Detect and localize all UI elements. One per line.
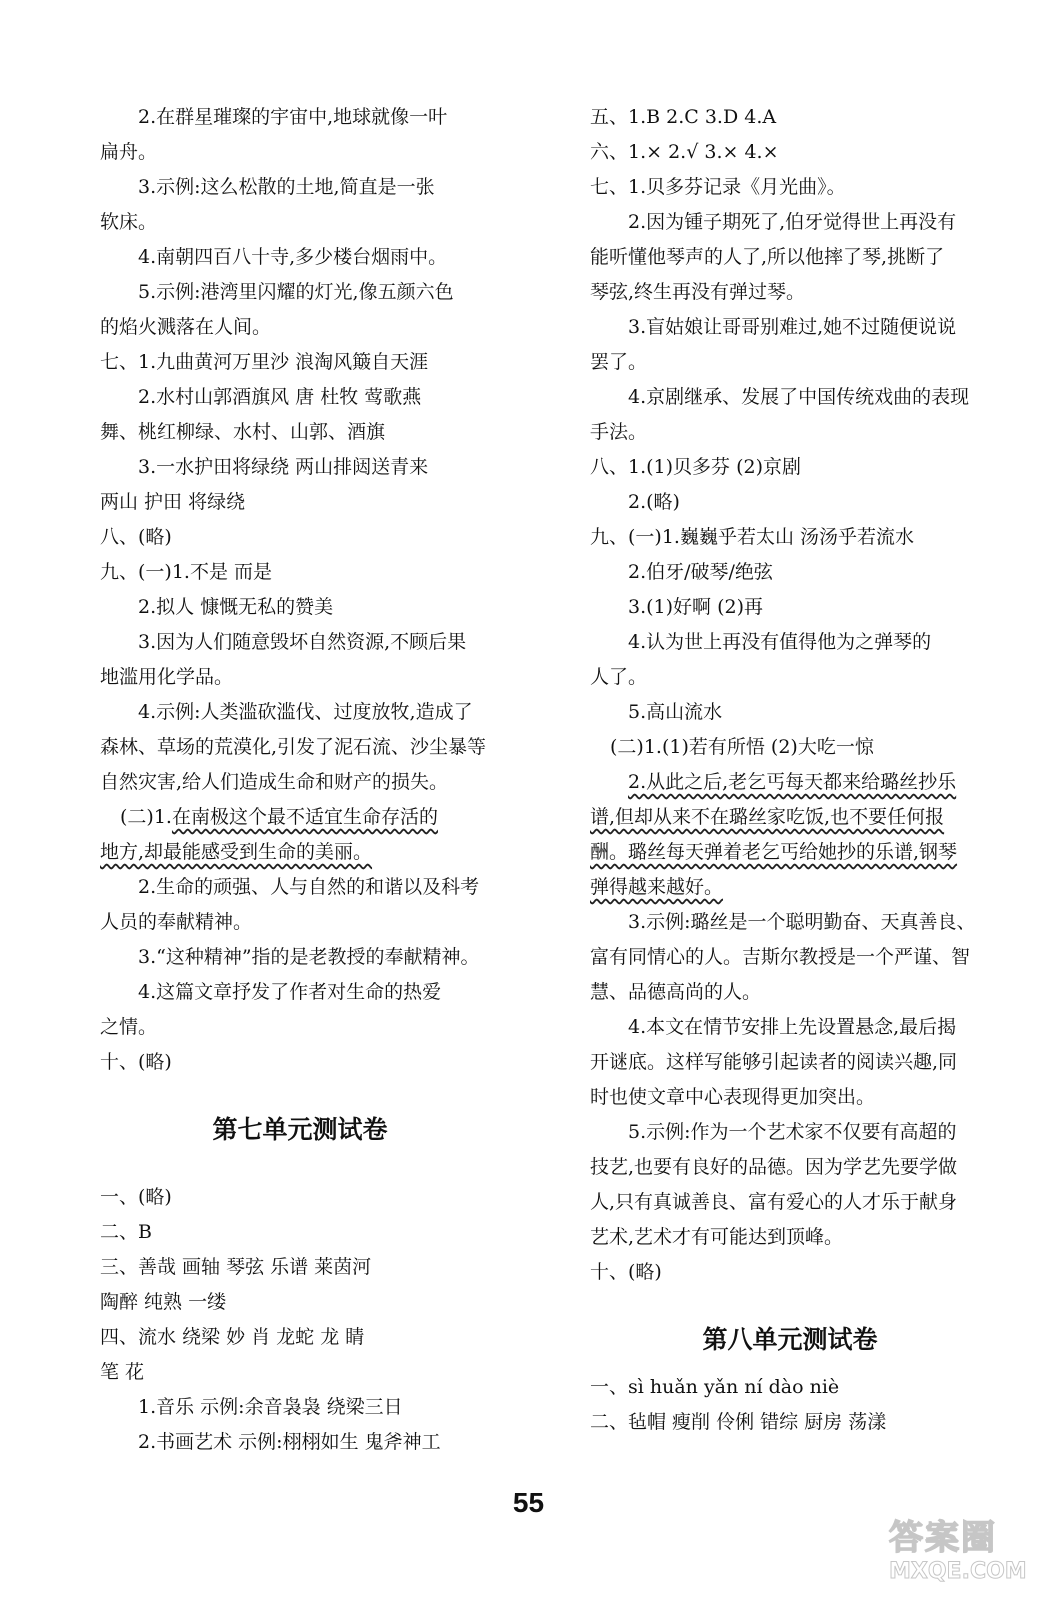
spacer xyxy=(590,1360,990,1370)
spacer xyxy=(100,1150,500,1180)
left-column xyxy=(100,100,500,1460)
answer-line xyxy=(100,660,500,695)
answer-line xyxy=(590,1150,990,1185)
answer-text: 的焰火溅落在人间。 xyxy=(100,316,272,338)
answer-line xyxy=(100,590,500,625)
answer-text: 九、(一)1.巍巍乎若太山 汤汤乎若流水 xyxy=(590,526,914,548)
answer-line xyxy=(590,975,990,1010)
answer-line xyxy=(590,450,990,485)
answer-text: 4.本文在情节安排上先设置悬念,最后揭 xyxy=(628,1016,957,1038)
answer-line xyxy=(100,1355,500,1390)
answer-line xyxy=(590,345,990,380)
answer-text: 2.书画艺术 示例:栩栩如生 鬼斧神工 xyxy=(138,1431,441,1453)
underlined-answer-text: 2.从此之后,老乞丐每天都来给璐丝抄乐 xyxy=(628,771,957,793)
answer-text: 4.这篇文章抒发了作者对生命的热爱 xyxy=(138,981,442,1003)
answer-text: 人员的奉献精神。 xyxy=(100,911,253,933)
answer-text: 4.南朝四百八十寺,多少楼台烟雨中。 xyxy=(138,246,448,268)
answer-line xyxy=(590,1115,990,1150)
answer-text: (二)1.(1)若有所悟 (2)大吃一惊 xyxy=(610,736,874,758)
answer-text: 3.示例:璐丝是一个聪明勤奋、天真善良、 xyxy=(628,911,976,933)
answer-text: 3.盲姑娘让哥哥别难过,她不过随便说说 xyxy=(628,316,957,338)
answer-text: 两山 护田 将绿绕 xyxy=(100,491,246,513)
answer-text: 2.生命的顽强、人与自然的和谐以及科考 xyxy=(138,876,480,898)
answer-line xyxy=(590,275,990,310)
answer-text: 3.因为人们随意毁坏自然资源,不顾后果 xyxy=(138,631,467,653)
answer-line xyxy=(100,170,500,205)
answer-text: 二、毡帽 瘦削 伶俐 错综 厨房 荡漾 xyxy=(590,1411,887,1433)
answer-text: 3.(1)好啊 (2)再 xyxy=(628,596,763,618)
answer-text: 七、1.贝多芬记录《月光曲》。 xyxy=(590,176,846,198)
answer-line xyxy=(590,170,990,205)
answer-line xyxy=(590,625,990,660)
answer-line xyxy=(100,1285,500,1320)
answer-text: 时也使文章中心表现得更加突出。 xyxy=(590,1086,876,1108)
answer-text: 5.示例:港湾里闪耀的灯光,像五颜六色 xyxy=(138,281,454,303)
answer-line xyxy=(590,730,990,765)
answer-line xyxy=(590,590,990,625)
answer-line xyxy=(100,1215,500,1250)
answer-text: 之情。 xyxy=(100,1016,158,1038)
answer-text: 一、sì huǎn yǎn ní dào niè xyxy=(590,1376,840,1398)
spacer xyxy=(100,1080,500,1110)
answer-text: 自然灾害,给人们造成生命和财产的损失。 xyxy=(100,771,449,793)
answer-text: 能听懂他琴声的人了,所以他摔了琴,挑断了 xyxy=(590,246,945,268)
answer-text: 手法。 xyxy=(590,421,648,443)
answer-text: 罢了。 xyxy=(590,351,648,373)
answer-line xyxy=(100,310,500,345)
answer-text: 2.伯牙/破琴/绝弦 xyxy=(628,561,773,583)
answer-text: 开谜底。这样写能够引起读者的阅读兴趣,同 xyxy=(590,1051,958,1073)
answer-text: 九、(一)1.不是 而是 xyxy=(100,561,272,583)
right-column xyxy=(590,100,990,1440)
answer-line xyxy=(100,695,500,730)
answer-text: 舞、桃红柳绿、水村、山郭、酒旗 xyxy=(100,421,386,443)
answer-line xyxy=(100,730,500,765)
answer-text: 1.音乐 示例:余音袅袅 绕梁三日 xyxy=(138,1396,403,1418)
answer-text: 2.在群星璀璨的宇宙中,地球就像一叶 xyxy=(138,106,448,128)
answer-text: 3.一水护田将绿绕 两山排闼送青来 xyxy=(138,456,429,478)
answer-line xyxy=(100,100,500,135)
answer-text: 四、流水 绕梁 妙 肖 龙蛇 龙 睛 xyxy=(100,1326,365,1348)
answer-line xyxy=(590,1405,990,1440)
answer-text: 慧、品德高尚的人。 xyxy=(590,981,762,1003)
answer-line xyxy=(100,275,500,310)
answer-text: 扁舟。 xyxy=(100,141,158,163)
answer-line xyxy=(100,940,500,975)
answer-line xyxy=(590,1255,990,1290)
answer-line xyxy=(100,1320,500,1355)
answer-line xyxy=(100,240,500,275)
spacer xyxy=(590,1290,990,1320)
answer-text: 八、1.(1)贝多芬 (2)京剧 xyxy=(590,456,801,478)
answer-line xyxy=(100,1425,500,1460)
answer-line xyxy=(590,415,990,450)
answer-line xyxy=(100,975,500,1010)
answer-text: 5.示例:作为一个艺术家不仅要有高超的 xyxy=(628,1121,957,1143)
answer-line xyxy=(100,905,500,940)
underlined-answer-text: 酬。璐丝每天弹着老乞丐给她抄的乐谱,钢琴 xyxy=(590,841,958,863)
answer-line xyxy=(590,1220,990,1255)
section-title: 第八单元测试卷 xyxy=(702,1325,878,1354)
answer-line xyxy=(590,555,990,590)
watermark-main-text: 答案圈 xyxy=(889,1518,997,1558)
answer-line xyxy=(590,1080,990,1115)
answer-line xyxy=(590,870,990,905)
answer-text: 三、善哉 画轴 琴弦 乐谱 莱茵河 xyxy=(100,1256,372,1278)
answer-line xyxy=(590,520,990,555)
answer-text: 十、(略) xyxy=(100,1051,172,1073)
answer-text: 艺术,艺术才有可能达到顶峰。 xyxy=(590,1226,844,1248)
answer-line xyxy=(100,520,500,555)
answer-text: 二、B xyxy=(100,1221,152,1243)
answer-line xyxy=(100,415,500,450)
answer-line xyxy=(100,800,500,835)
answer-line xyxy=(590,800,990,835)
watermark-logo xyxy=(889,1510,1039,1588)
answer-text: 人了。 xyxy=(590,666,648,688)
answer-text: 2.拟人 慷慨无私的赞美 xyxy=(138,596,334,618)
answer-text: 3.示例:这么松散的土地,简直是一张 xyxy=(138,176,435,198)
answer-text: 富有同情心的人。吉斯尔教授是一个严谨、智 xyxy=(590,946,971,968)
answer-line xyxy=(100,835,500,870)
page-number: 55 xyxy=(512,1487,545,1518)
answer-text: 4.京剧继承、发展了中国传统戏曲的表现 xyxy=(628,386,970,408)
answer-text: 一、(略) xyxy=(100,1186,172,1208)
answer-line xyxy=(590,380,990,415)
answer-text: 技艺,也要有良好的品德。因为学艺先要学做 xyxy=(590,1156,958,1178)
answer-text: (二)1. xyxy=(120,806,172,828)
answer-line xyxy=(100,1180,500,1215)
answer-line xyxy=(100,135,500,170)
answer-line xyxy=(100,1390,500,1425)
answer-line xyxy=(590,940,990,975)
answer-line xyxy=(590,310,990,345)
underlined-answer-text: 在南极这个最不适宜生命存活的 xyxy=(171,806,438,828)
answer-text: 人,只有真诚善良、富有爱心的人才乐于献身 xyxy=(590,1191,958,1213)
answer-line xyxy=(590,765,990,800)
answer-line xyxy=(100,345,500,380)
answer-text: 七、1.九曲黄河万里沙 浪淘风簸自天涯 xyxy=(100,351,429,373)
answer-line xyxy=(590,905,990,940)
answer-text: 五、1.B 2.C 3.D 4.A xyxy=(590,106,777,128)
underlined-answer-text: 谱,但却从来不在璐丝家吃饭,也不要任何报 xyxy=(590,806,945,828)
answer-text: 3.“这种精神”指的是老教授的奉献精神。 xyxy=(138,946,480,968)
section-title: 第七单元测试卷 xyxy=(212,1115,388,1144)
answer-line xyxy=(590,1045,990,1080)
answer-text: 4.认为世上再没有值得他为之弹琴的 xyxy=(628,631,932,653)
answer-text: 陶醉 纯熟 一缕 xyxy=(100,1291,227,1313)
answer-line xyxy=(100,1045,500,1080)
answer-text: 2.因为锺子期死了,伯牙觉得世上再没有 xyxy=(628,211,957,233)
answer-text: 六、1.× 2.√ 3.× 4.× xyxy=(590,141,779,163)
answer-text: 笔 花 xyxy=(100,1361,145,1383)
answer-line xyxy=(100,205,500,240)
answer-text: 地滥用化学品。 xyxy=(100,666,234,688)
answer-line xyxy=(590,835,990,870)
answer-line xyxy=(590,695,990,730)
answer-line xyxy=(100,450,500,485)
answer-text: 八、(略) xyxy=(100,526,172,548)
answer-line xyxy=(590,485,990,520)
answer-line xyxy=(100,625,500,660)
answer-line xyxy=(590,1370,990,1405)
answer-line xyxy=(100,870,500,905)
watermark-sub-text: MXQE.COM xyxy=(889,1559,1027,1584)
answer-line xyxy=(590,135,990,170)
answer-line xyxy=(590,205,990,240)
answer-text: 5.高山流水 xyxy=(628,701,723,723)
answer-line xyxy=(100,1010,500,1045)
answer-text: 十、(略) xyxy=(590,1261,662,1283)
answer-line xyxy=(590,100,990,135)
answer-text: 2.水村山郭酒旗风 唐 杜牧 莺歌燕 xyxy=(138,386,422,408)
answer-text: 森林、草场的荒漠化,引发了泥石流、沙尘暴等 xyxy=(100,736,487,758)
underlined-answer-text: 弹得越来越好。 xyxy=(590,876,724,898)
answer-line xyxy=(100,765,500,800)
underlined-answer-text: 地方,却最能感受到生命的美丽。 xyxy=(100,841,373,863)
answer-line xyxy=(100,555,500,590)
answer-text: 2.(略) xyxy=(628,491,680,513)
answer-text: 4.示例:人类滥砍滥伐、过度放牧,造成了 xyxy=(138,701,473,723)
answer-line xyxy=(590,1185,990,1220)
answer-line xyxy=(590,240,990,275)
answer-text: 软床。 xyxy=(100,211,158,233)
answer-text: 琴弦,终生再没有弹过琴。 xyxy=(590,281,806,303)
answer-line xyxy=(590,660,990,695)
answer-line xyxy=(100,1250,500,1285)
answer-line xyxy=(100,380,500,415)
answer-line xyxy=(590,1010,990,1045)
answer-line xyxy=(100,485,500,520)
